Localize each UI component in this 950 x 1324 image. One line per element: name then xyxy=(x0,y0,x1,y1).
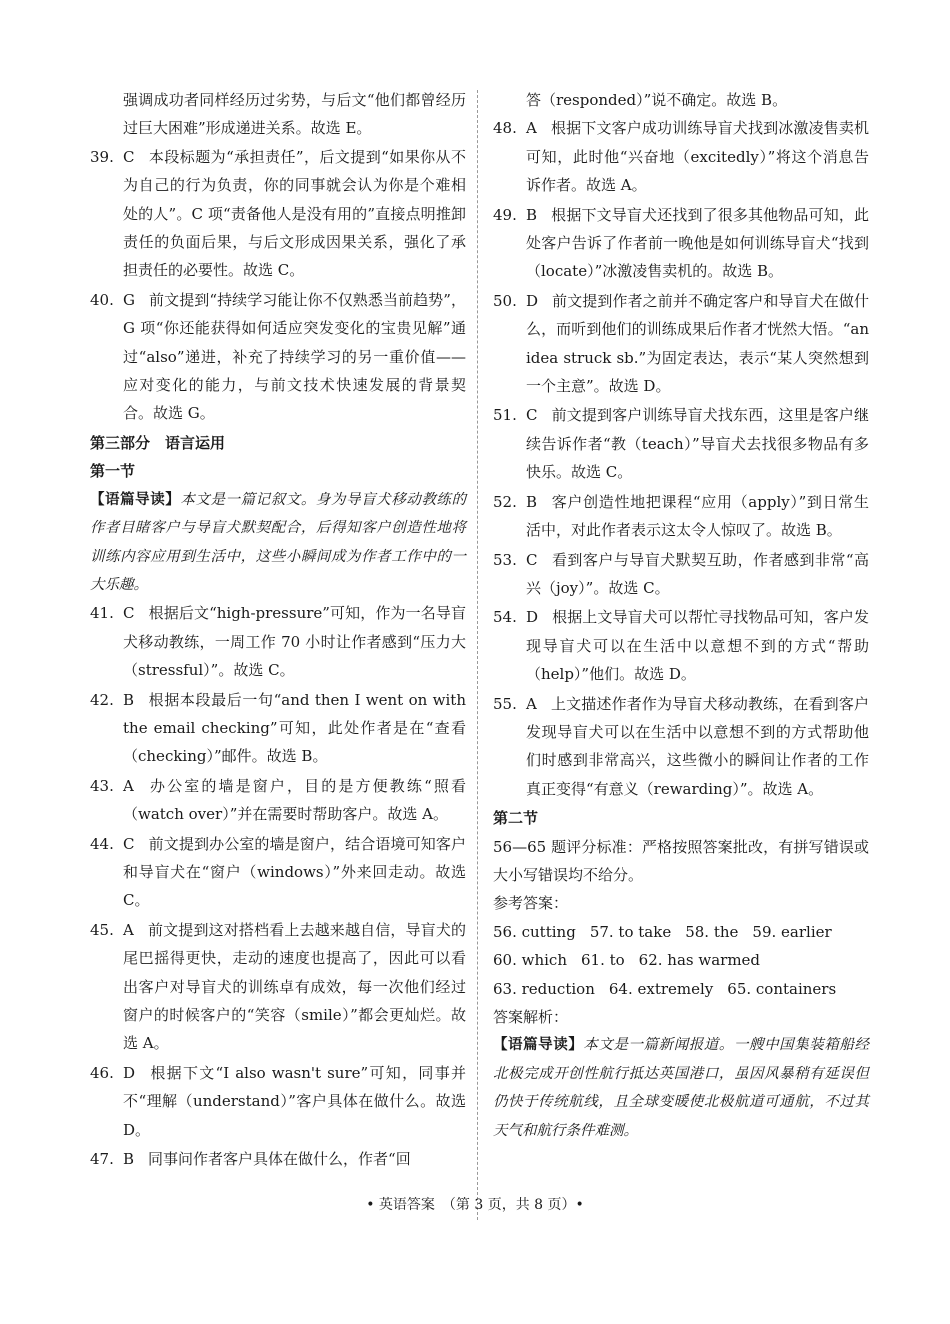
item-answer: B xyxy=(526,205,538,224)
guide-tag: 【语篇导读】 xyxy=(493,1037,584,1054)
answer-item-50 xyxy=(493,287,869,401)
answer-item-42 xyxy=(90,686,466,771)
answer-56: 56. cutting xyxy=(493,922,576,941)
left-column xyxy=(90,86,466,1174)
reference-answers-label: 参考答案： xyxy=(493,894,569,913)
item-explanation: 根据下文“I also wasn't sure”可知，同事并不“理解（understand）”客户具体在做什么。故选 D。 xyxy=(123,1063,466,1139)
item-answer: C xyxy=(123,604,135,623)
item-explanation: 上文描述作者作为导盲犬移动教练，在看到客户发现导盲犬可以在生活中以意想不到的方式帮助他们时感到非常高兴，这些微小的瞬间让作者的工作真正变得“有意义（rewarding）”。故选 A。 xyxy=(526,694,869,798)
answer-item-53 xyxy=(493,546,869,603)
page-footer: • 英语答案 （第 3 页，共 8 页）• xyxy=(366,1197,584,1213)
answer-item-45 xyxy=(90,916,466,1058)
item-number: 46. xyxy=(90,1063,114,1082)
answer-row xyxy=(493,946,869,974)
answer-item-39 xyxy=(90,143,466,285)
item-number: 43. xyxy=(90,776,114,795)
item-explanation: 前文提到客户训练导盲犬找东西，这里是客户继续告诉作者“教（teach）”导盲犬去找很多物品有多快乐。故选 C。 xyxy=(526,406,869,482)
guide-text: 本文是一篇记叙文。身为导盲犬移动教练的作者目睹客户与导盲犬默契配合，后得知客户创造性地将训练内容应用到生活中，这些小瞬间成为作者工作中的一大乐趣。 xyxy=(90,491,466,593)
item-number: 55. xyxy=(493,694,517,713)
item-number: 50. xyxy=(493,291,517,310)
answer-item-47 xyxy=(90,1145,466,1173)
item-explanation: 根据后文“high-pressure”可知，作为一名导盲犬移动教练，一周工作 70 小时让作者感到“压力大（stressful）”。故选 C。 xyxy=(123,604,466,680)
item-answer: C xyxy=(526,406,538,425)
item-explanation: 同事问作者客户具体在做什么，作者“回 xyxy=(148,1150,411,1169)
right-column xyxy=(493,86,869,1145)
answer-62: 62. has warmed xyxy=(638,951,761,970)
answer-item-52 xyxy=(493,488,869,545)
item-number: 39. xyxy=(90,147,114,166)
guide-text: 本文是一篇新闻报道。一艘中国集装箱船经北极完成开创性航行抵达英国港口，虽因风暴稍有延误但仍快于传统航线，且全球变暖使北极航道可通航，不过其天气和航行条件难测。 xyxy=(493,1037,869,1139)
answer-item-41 xyxy=(90,599,466,684)
answer-item-48 xyxy=(493,114,869,199)
part-three-heading: 第三部分 语言运用 xyxy=(90,433,226,452)
item-answer: G xyxy=(123,290,135,309)
answer-63: 63. reduction xyxy=(493,979,595,998)
answer-item-51 xyxy=(493,401,869,486)
item-explanation: 前文提到这对搭档看上去越来越自信，导盲犬的尾巴摇得更快，走动的速度也提高了，因此可以看出客户对导盲犬的训练卓有成效，每一次他们经过窗户的时候客户的“笑容（smile）”都会更灿烂。故选 A。 xyxy=(123,920,466,1053)
item-number: 48. xyxy=(493,119,517,138)
answer-row xyxy=(493,975,869,1003)
item-explanation: 客户创造性地把课程“应用（apply）”到日常生活中，对此作者表示这太令人惊叹了。故选 B。 xyxy=(526,492,869,540)
item-explanation: 根据本段最后一句“and then I went on with the email checking”可知，此处作者是在“查看（checking）”邮件。故选 B。 xyxy=(123,690,466,766)
answer-61: 61. to xyxy=(580,951,625,970)
answer-item-54 xyxy=(493,603,869,688)
grading-criteria: 56—65 题评分标准：严格按照答案批改，有拼写错误或大小写错误均不给分。 xyxy=(493,837,869,884)
answer-analysis-label: 答案解析： xyxy=(493,1008,569,1026)
answer-item-55 xyxy=(493,690,869,804)
section-one-heading: 第一节 xyxy=(90,462,136,481)
item-number: 51. xyxy=(493,406,517,425)
item-number: 40. xyxy=(90,290,114,309)
item-number: 52. xyxy=(493,492,517,511)
item-number: 47. xyxy=(90,1150,114,1169)
answer-60: 60. which xyxy=(493,951,567,970)
guide-tag: 【语篇导读】 xyxy=(90,491,181,508)
item-number: 44. xyxy=(90,834,114,853)
item-answer: C xyxy=(123,147,135,166)
answer-65: 65. containers xyxy=(727,979,837,998)
item-number: 42. xyxy=(90,690,114,709)
item-explanation: 根据上文导盲犬可以帮忙寻找物品可知，客户发现导盲犬可以在生活中以意想不到的方式“帮助（help）”他们。故选 D。 xyxy=(526,608,869,684)
item-explanation: 前文提到“持续学习能让你不仅熟悉当前趋势”，G 项“你还能获得如何适应突发变化的宝贵见解”通过“also”递进，补充了持续学习的另一重价值——应对变化的能力，与前文技术快速发展的背景契合。故选 G。 xyxy=(123,290,466,423)
continued-text: 强调成功者同样经历过劣势，与后文“他们都曾经历过巨大困难”形成递进关系。故选 E。 xyxy=(123,91,466,138)
item-answer: D xyxy=(526,608,539,627)
item-answer: A xyxy=(526,694,537,713)
answer-57: 57. to take xyxy=(589,922,672,941)
answer-item-49 xyxy=(493,201,869,286)
item-number: 53. xyxy=(493,550,517,569)
item-answer: C xyxy=(526,550,538,569)
answer-58: 58. the xyxy=(685,922,739,941)
item-explanation: 看到客户与导盲犬默契互助，作者感到非常“高兴（joy）”。故选 C。 xyxy=(526,550,869,597)
answer-59: 59. earlier xyxy=(752,922,832,941)
item-explanation: 办公室的墙是窗户，目的是方便教练“照看（watch over）”并在需要时帮助客户。故选 A。 xyxy=(123,776,466,824)
item-explanation: 前文提到办公室的墙是窗户，结合语境可知客户和导盲犬在“窗户（windows）”外来回走动。故选 C。 xyxy=(123,834,466,910)
item-explanation: 根据下文导盲犬还找到了很多其他物品可知，此处客户告诉了作者前一晚他是如何训练导盲犬“找到（locate）”冰激凌售卖机的。故选 B。 xyxy=(526,205,869,281)
answer-item-44 xyxy=(90,830,466,915)
column-divider xyxy=(477,90,478,1220)
continued-text: 答（responded）”说不确定。故选 B。 xyxy=(526,91,788,109)
item-answer: B xyxy=(526,492,538,511)
item-explanation: 根据下文客户成功训练导盲犬找到冰激凌售卖机可知，此时他“兴奋地（excitedly）”将这个消息告诉作者。故选 A。 xyxy=(526,119,869,195)
answer-item-40 xyxy=(90,286,466,428)
answer-row xyxy=(493,918,869,946)
answer-item-46 xyxy=(90,1059,466,1144)
item-answer: C xyxy=(123,834,135,853)
item-answer: B xyxy=(123,690,135,709)
item-explanation: 本段标题为“承担责任”，后文提到“如果你从不为自己的行为负责，你的同事就会认为你是个难相处的人”。C 项“责备他人是没有用的”直接点明推卸责任的负面后果，与后文形成因果关系，强化了承担责任的必要性。故选 C。 xyxy=(123,147,466,280)
item-answer: A xyxy=(526,119,537,138)
item-answer: A xyxy=(123,776,134,795)
item-answer: B xyxy=(123,1150,135,1169)
passage-guide xyxy=(493,1031,869,1145)
item-answer: D xyxy=(526,291,539,310)
passage-guide xyxy=(90,486,466,600)
item-number: 54. xyxy=(493,608,517,627)
item-number: 49. xyxy=(493,205,517,224)
item-number: 45. xyxy=(90,920,114,939)
answer-item-43 xyxy=(90,772,466,829)
item-number: 41. xyxy=(90,604,114,623)
section-two-heading: 第二节 xyxy=(493,809,539,828)
item-answer: D xyxy=(123,1063,136,1082)
answer-64: 64. extremely xyxy=(608,979,714,998)
item-explanation: 前文提到作者之前并不确定客户和导盲犬在做什么，而听到他们的训练成果后作者才恍然大悟。“an idea struck sb.”为固定表达，表示“某人突然想到一个主意”。故选 D。 xyxy=(526,291,869,396)
item-answer: A xyxy=(123,920,134,939)
